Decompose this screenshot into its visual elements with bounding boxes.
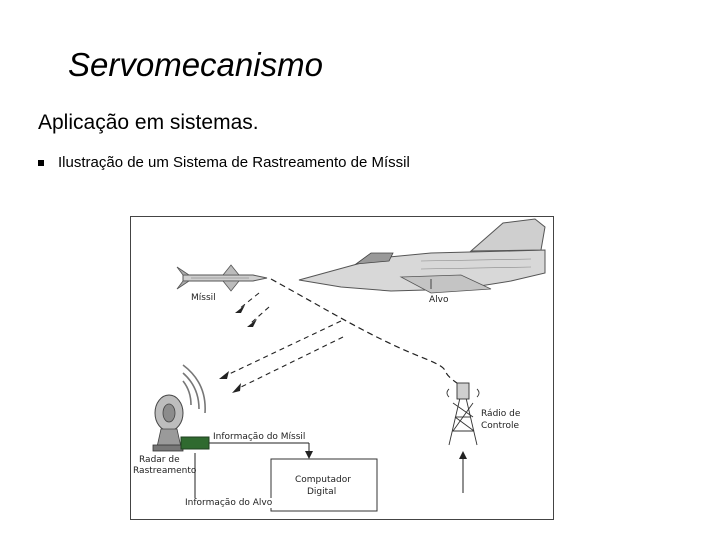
computer-box (271, 459, 377, 511)
bullet-text: Ilustração de um Sistema de Rastreamento de Míssil (58, 154, 410, 171)
radar-label-line1: Radar de (139, 455, 180, 465)
slide-subtitle: Aplicação em sistemas. (38, 111, 259, 134)
aircraft-icon (299, 219, 545, 293)
radio-tower-icon (447, 383, 479, 445)
target-label: Alvo (429, 295, 449, 305)
arrowheads (219, 305, 257, 393)
radio-label-line1: Rádio de (481, 409, 521, 419)
radar-signal-arrows (223, 293, 343, 389)
bullet-item (38, 154, 410, 171)
computer-label-line1: Computador (295, 475, 351, 485)
radio-label-line2: Controle (481, 421, 520, 431)
radar-transmitter-box (181, 437, 209, 449)
missile-tracking-diagram (130, 216, 554, 520)
radar-label-line2: Rastreamento (133, 466, 197, 476)
radar-wave-icon (183, 365, 205, 413)
missile-icon (177, 265, 267, 291)
target-info-label: Informação do Alvo (185, 498, 273, 508)
computer-label-line2: Digital (307, 487, 337, 497)
missile-info-label: Informação do Míssil (213, 432, 306, 442)
radar-dish-icon (153, 395, 183, 451)
missile-label: Míssil (191, 293, 216, 303)
slide-title: Servomecanismo (68, 46, 323, 83)
bullet-square-icon (38, 160, 44, 166)
